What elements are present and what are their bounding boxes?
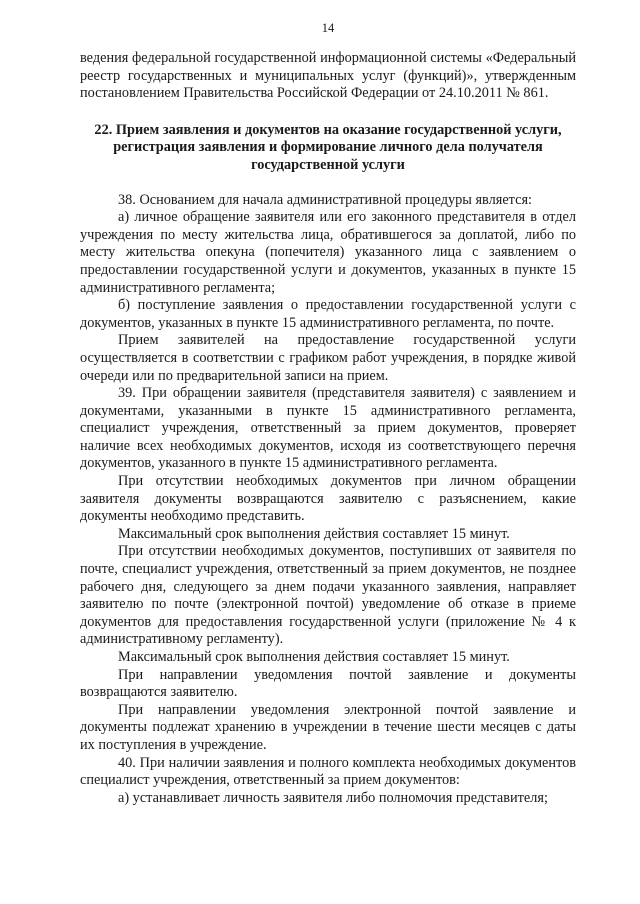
paragraph-email-notification: При направлении уведомления электронной почтой заявление и документы подлежат хранению в учреждении в течение шести месяцев с даты их поступления в учреждение. bbox=[80, 701, 576, 753]
paragraph-missing-docs-post: При отсутствии необходимых документов, поступивших от заявителя по почте, специалист учреждения, ответственный за прием документов, не позднее рабочего дня, следующего за днем подачи указанного заявления, направляет заявителю по почте (электронной почтой) уведомление об отказе в приеме документов для предоставления государственной услуги (приложение № 4 к административному регламенту). bbox=[80, 543, 576, 648]
paragraph-max-time-2: Максимальный срок выполнения действия составляет 15 минут. bbox=[118, 649, 510, 665]
page-number: 14 bbox=[321, 21, 335, 35]
paragraph-missing-docs-personal: При отсутствии необходимых документов при личном обращении заявителя документы возвращаются заявителю с разъяснением, какие документы необходимо представить. bbox=[80, 473, 576, 525]
paragraph-38-b: б) поступление заявления о предоставлении государственной услуги с документов, указанных в пункте 15 административного регламента, по почте. bbox=[80, 297, 576, 331]
paragraph-40: 40. При наличии заявления и полного комплекта необходимых документов специалист учреждения, ответственный за прием документов: bbox=[80, 754, 576, 789]
paragraph-reception-schedule: Прием заявителей на предоставление государственной услуги осуществляется в соответствии с графиком работ учреждения, в порядке живой очереди или по предварительной записи на прием. bbox=[80, 332, 576, 384]
paragraph-max-time-1: Максимальный срок выполнения действия составляет 15 минут. bbox=[118, 525, 510, 542]
paragraph-38: 38. Основанием для начала административной процедуры является: bbox=[118, 191, 532, 208]
section-heading: 22. Прием заявления и документов на оказание государственной услуги, регистрация заявления и формирование личного дела получателя государственной услуги bbox=[94, 121, 562, 173]
paragraph-post-notification: При направлении уведомления почтой заявление и документы возвращаются заявителю. bbox=[80, 666, 576, 701]
paragraph-38-a: а) личное обращение заявителя или его законного представителя в отдел учреждения по месту жительства лица, обратившегося за доплатой, либо по месту жительства опекуна (попечителя) указанного лица с заявлением о предоставлении государственной услуги и документов, указанных в пункте 15 административного регламента; bbox=[80, 209, 576, 296]
paragraph-39: 39. При обращении заявителя (представителя заявителя) с заявлением и документами, указанными в пункте 15 административного регламента, специалист учреждения, ответственный за прием документов, проверяет наличие всех необходимых документов, исходя из соответствующего перечня документов, указанного в пункте 15 административного регламента. bbox=[80, 385, 576, 472]
intro-paragraph: ведения федеральной государственной информационной системы «Федеральный реестр государственных и муниципальных услуг (функций)», утвержденным постановлением Правительства Российской Федерации от 24.10.2011 № 861. bbox=[80, 50, 576, 102]
paragraph-40-a: а) устанавливает личность заявителя либо полномочия представителя; bbox=[118, 789, 548, 806]
